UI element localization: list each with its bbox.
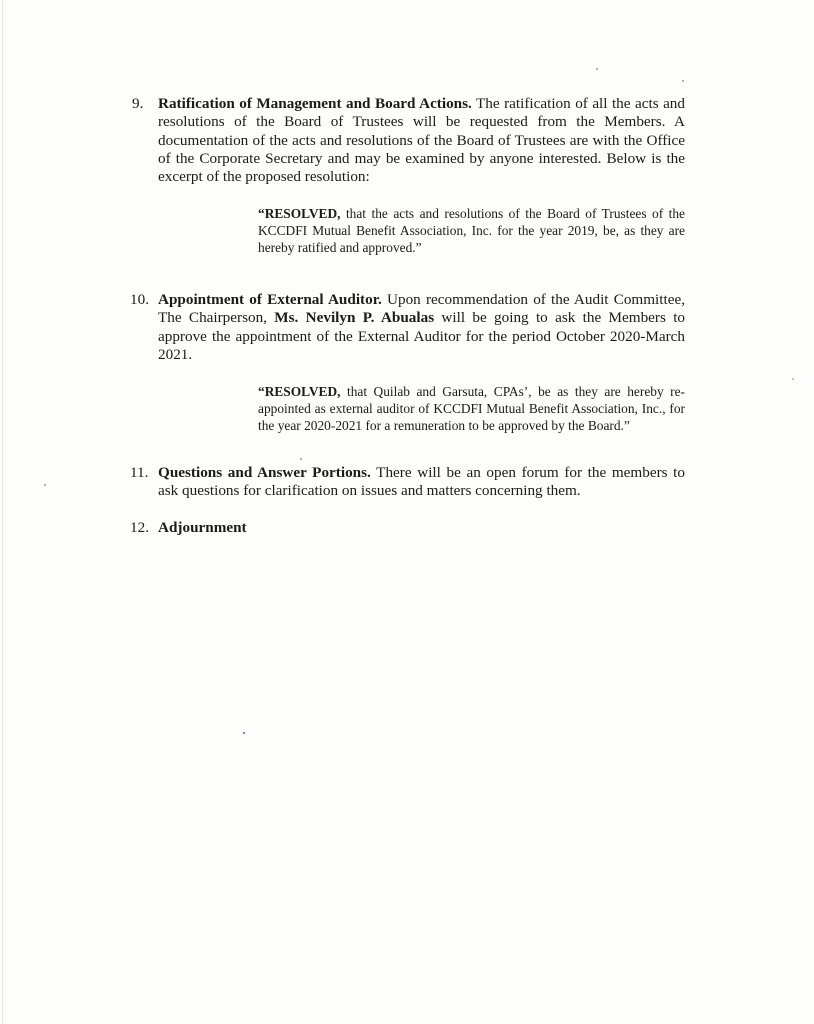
- scan-speck: [792, 378, 794, 380]
- item-paragraph: [158, 519, 685, 537]
- resolution-quote: [258, 383, 685, 435]
- scan-speck: [682, 80, 684, 82]
- scan-speck: [300, 458, 302, 460]
- item-number: 12.: [130, 519, 149, 536]
- item-paragraph: [158, 464, 685, 501]
- item-number: 9.: [132, 95, 144, 112]
- scan-speck: [596, 68, 598, 70]
- item-heading: Questions and Answer Portions.: [158, 464, 371, 481]
- item-number: 11.: [130, 464, 149, 481]
- scan-speck: [243, 732, 245, 734]
- item-paragraph: [158, 291, 685, 364]
- resolution-quote: [258, 205, 685, 257]
- agenda-item-11: [130, 464, 685, 501]
- item-heading: Ratification of Management and Board Actions.: [158, 95, 472, 112]
- item-number: 10.: [130, 291, 149, 308]
- item-body: There will be an open forum for the members to ask questions for clarification on issues and matters concerning them.: [158, 464, 685, 500]
- agenda-item-9: [132, 95, 685, 186]
- item-paragraph: [158, 95, 685, 186]
- item-heading: Adjournment: [158, 519, 247, 536]
- item-body: will be going to ask the Members to approve the appointment of the External Auditor for the period October 2020-March 2021.: [158, 309, 686, 363]
- chairperson-name: Ms. Nevilyn P. Abualas: [274, 309, 435, 327]
- resolution-text: that the acts and resolutions of the Board of Trustees of the KCCDFI Mutual Benefit Association, Inc. for the year 2019, be, as they are hereby ratified and approved.”: [258, 206, 685, 256]
- item-body: The ratification of all the acts and resolutions of the Board of Trustees will be requested from the Members. A documentation of the acts and resolutions of the Board of Trustees are with the Office of the Corporate Secretary and may be examined by anyone interested. Below is the excerpt of the proposed resolution:: [158, 95, 685, 186]
- scan-edge-line: [2, 0, 3, 1024]
- resolution-text: that Quilab and Garsuta, CPAs’, be as they are hereby re-appointed as external auditor of KCCDFI Mutual Benefit Association, Inc., for the year 2020-2021 for a remuneration to be approved by the Board.”: [258, 384, 685, 434]
- resolution-keyword: “RESOLVED,: [258, 206, 341, 221]
- resolution-keyword: “RESOLVED,: [258, 384, 341, 399]
- scan-speck: [44, 484, 46, 486]
- item-body: Upon recommendation of the Audit Committee, The Chairperson,: [158, 291, 685, 327]
- agenda-item-12: [130, 519, 685, 537]
- agenda-item-10: [130, 291, 686, 364]
- item-heading: Appointment of External Auditor.: [158, 291, 382, 308]
